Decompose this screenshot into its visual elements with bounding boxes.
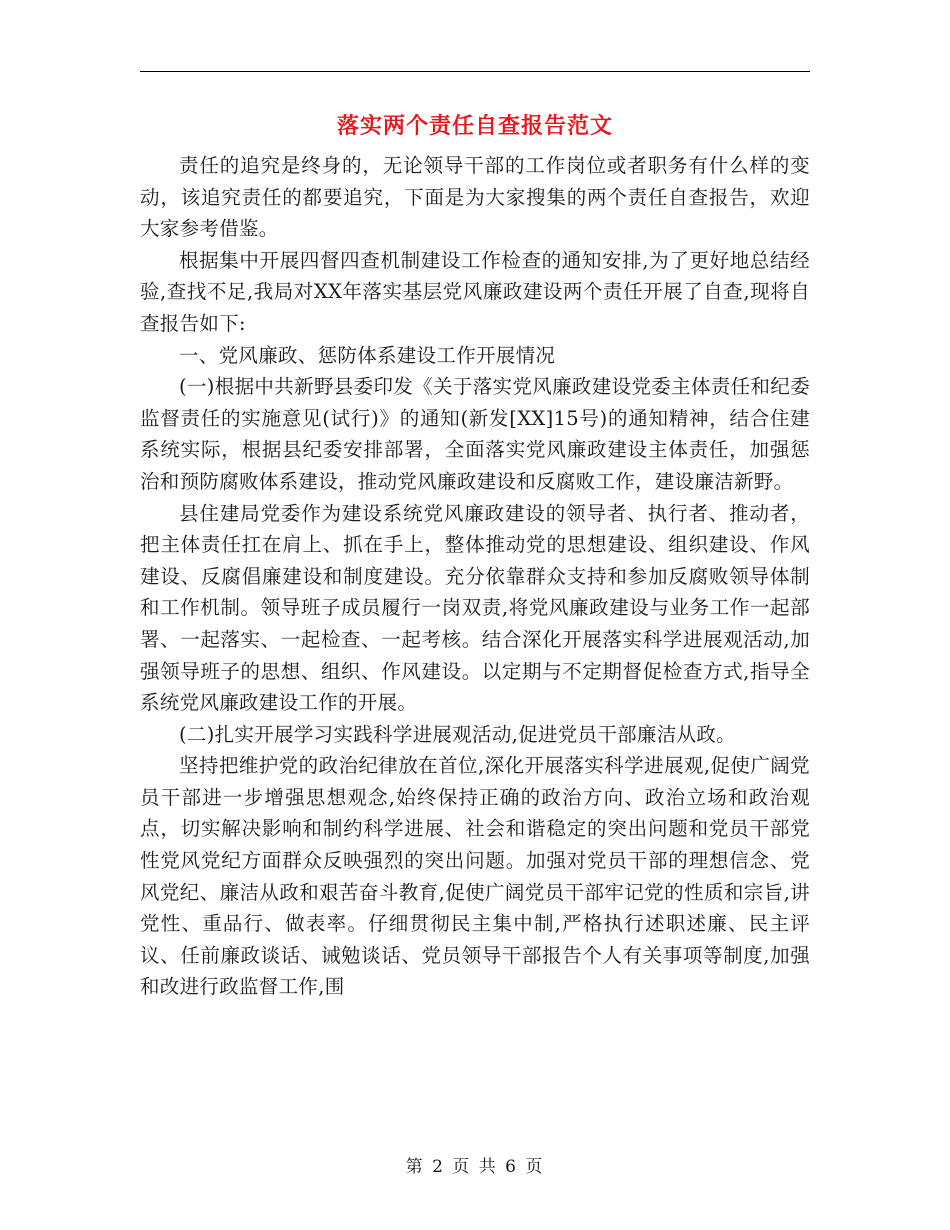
intro-paragraph: 责任的追究是终身的，无论领导干部的工作岗位或者职务有什么样的变动，该追究责任的都要追究，下面是为大家搜集的两个责任自查报告，欢迎大家参考借鉴。 (140, 154, 810, 241)
document-title: 落实两个责任自查报告范文 (336, 113, 613, 139)
section-heading-1: 一、党风廉政、惩防体系建设工作开展情况 (179, 343, 556, 367)
subsection-2-heading: (二)扎实开展学习实践科学进展观活动,促进党员干部廉洁从政。 (179, 722, 736, 746)
discipline-paragraph: 坚持把维护党的政治纪律放在首位,深化开展落实科学进展观,促使广阔党员干部进一步增强思想观念,始终保持正确的政治方向、政治立场和政治观点，切实解决影响和制约科学进展、社会和谐稳定的突出问题和党员干部党性党风党纪方面群众反映强烈的突出问题。加强对党员干部的理想信念、党风党纪、廉洁从政和艰苦奋斗教育,促使广阔党员干部牢记党的性质和宗旨,讲党性、重品行、做表率。仔细贯彻民主集中制,严格执行述职述廉、民主评议、任前廉政谈话、诫勉谈话、党员领导干部报告个人有关事项等制度,加强和改进行政监督工作,围 (140, 754, 810, 999)
subsection-1-paragraph: (一)根据中共新野县委印发《关于落实党风廉政建设党委主体责任和纪委监督责任的实施意见(试行)》的通知(新发[XX]15号)的通知精神，结合住建系统实际，根据县纪委安排部署，全面落实党风廉政建设主体责任，加强惩治和预防腐败体系建设，推动党风廉政建设和反腐败工作，建设廉洁新野。 (140, 375, 810, 493)
page-number-footer: 第 2 页 共 6 页 (405, 1157, 545, 1177)
document-body (140, 150, 810, 1003)
party-committee-paragraph: 县住建局党委作为建设系统党风廉政建设的领导者、执行者、推动者，把主体责任扛在肩上、抓在手上，整体推动党的思想建设、组织建设、作风建设、反腐倡廉建设和制度建设。充分依靠群众支持和参加反腐败领导体制和工作机制。领导班子成员履行一岗双责,将党风廉政建设与业务工作一起部署、一起落实、一起检查、一起考核。结合深化开展落实科学进展观活动,加强领导班子的思想、组织、作风建设。以定期与不定期督促检查方式,指导全系统党风廉政建设工作的开展。 (140, 501, 810, 715)
background-paragraph: 根据集中开展四督四查机制建设工作检查的通知安排,为了更好地总结经验,查找不足,我局对XX年落实基层党风廉政建设两个责任开展了自查,现将自查报告如下: (140, 248, 810, 335)
header-rule (140, 71, 810, 72)
